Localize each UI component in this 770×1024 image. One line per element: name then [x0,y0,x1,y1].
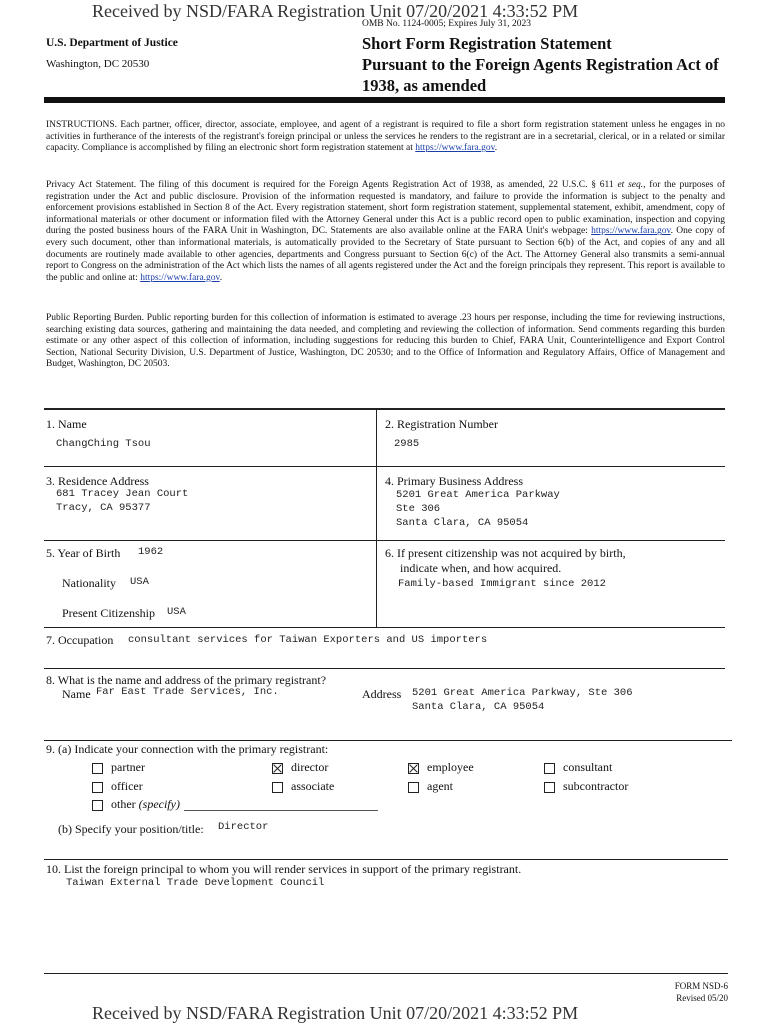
present-citizenship-value[interactable]: USA [167,606,186,618]
instructions-end: . [494,143,498,154]
subcontractor-checkbox[interactable] [544,782,555,793]
year-of-birth-value[interactable]: 1962 [138,546,164,558]
officer-label: officer [111,779,143,793]
connection-question: 9. (a) Indicate your connection with the primary registrant: [46,742,329,756]
registration-number-label: 2. Registration Number [385,417,498,431]
option-agent[interactable] [408,779,453,794]
citizenship-acquired-value[interactable]: Family-based Immigrant since 2012 [398,578,606,590]
title-line-1: Short Form Registration Statement [362,34,612,53]
residence-line-2: Tracy, CA 95377 [56,502,151,514]
form-number: FORM NSD-6 [674,981,728,991]
form-revised: Revised 05/20 [676,993,728,1003]
option-officer[interactable] [92,779,143,794]
employee-label: employee [427,760,474,774]
nationality-value[interactable]: USA [130,576,149,588]
privacy-text-2: , for the purposes of registration under the Act and public disclosure. Provision of the information requested is mandatory, and failure to provide the information is subject to the penalty and enforcement provisions established in Section 8 of the Act. Every registration statement, short form registration statement, supplemental statement, exhibit, amendment, copy of informational materials or other document or information filed with the Attorney General under this Act is a public record open to public examination, inspection and copying during the posted business hours of the FARA Unit in Washington, DC. Statements are also available online at the FARA Unit's webpage: [46,180,725,237]
present-citizenship-label: Present Citizenship [62,606,155,620]
citizenship-question-line-1: 6. If present citizenship was not acquired by birth, [385,546,626,560]
residence-address-label: 3. Residence Address [46,474,149,488]
other-label: other [111,797,139,811]
row-rule-5 [44,740,732,741]
foreign-principal-value[interactable]: Taiwan External Trade Development Council [66,877,325,889]
row-rule-2 [44,540,725,541]
row-rule-4 [44,668,725,669]
agent-checkbox[interactable] [408,782,419,793]
occupation-value[interactable]: consultant services for Taiwan Exporters and US importers [128,634,488,646]
business-address-value[interactable] [396,488,560,530]
associate-checkbox[interactable] [272,782,283,793]
registrant-address-label: Address [362,687,402,701]
agent-label: agent [427,779,453,793]
consultant-label: consultant [563,760,613,774]
registrant-name-label: Name [62,687,91,701]
received-stamp-top: Received by NSD/FARA Registration Unit 07/20/2021 4:33:52 PM [92,1,579,21]
partner-checkbox[interactable] [92,763,103,774]
position-title-label: (b) Specify your position/title: [58,822,204,836]
title-line-3: 1938, as amended [362,76,487,95]
name-label: 1. Name [46,417,87,431]
residence-address-value[interactable] [56,487,188,515]
omb-number: OMB No. 1124-0005; Expires July 31, 2023 [362,19,532,29]
burden-paragraph: Public Reporting Burden. Public reporting burden for this collection of information is estimated to average .23 hours per response, including the time for reviewing instructions, searching existing data sources, gathering and maintaining the data needed, and completing and reviewing the collection of information. Send comments regarding this burden estimate or any other aspect of this collection of information, including suggestions for reducing this burden to Chief, FARA Unit, Counterintelligence and Export Control Section, National Security Division, U.S. Department of Justice, Washington, DC 20530; and to the Office of Information and Regulatory Affairs, Office of Management and Budget, Washington, DC 20503. [46,313,725,370]
title-line-2: Pursuant to the Foreign Agents Registration Act of [362,55,719,74]
privacy-paragraph [46,180,725,284]
other-specify-line[interactable] [184,810,378,811]
option-subcontractor[interactable] [544,779,628,794]
fara-link-instructions[interactable]: https://www.fara.gov [415,143,495,154]
name-value[interactable]: ChangChing Tsou [56,438,151,450]
option-partner[interactable] [92,760,145,775]
fara-link-privacy-1[interactable]: https://www.fara.gov [591,226,671,237]
form-top-rule [44,408,725,410]
instructions-text: INSTRUCTIONS. Each partner, officer, director, associate, employee, and agent of a registrant is required to file a short form registration statement unless he engages in no activities in furtherance of the interests of the registrant's foreign principal or unless the services he renders to the registrant are in a secretarial, clerical, or in a related or similar capacity. Compliance is accomplished by filing an electronic short form registration statement at [46,120,725,154]
business-line-3: Santa Clara, CA 95054 [396,517,529,529]
director-checkbox[interactable] [272,763,283,774]
page-title [362,33,719,96]
position-title-value[interactable]: Director [218,821,269,833]
row-rule-1 [44,466,725,467]
nationality-label: Nationality [62,576,116,590]
registrant-address-line-1: 5201 Great America Parkway, Ste 306 [412,687,633,699]
privacy-end: . [219,272,223,283]
registrant-address-line-2: Santa Clara, CA 95054 [412,701,545,713]
privacy-text-3: . One copy of every such document, other than informational materials, is automatically provided to the Secretary of State pursuant to Section 6(b) of the Act, and copies of any and all documents are routinely made available to other agencies, departments and Congress pursuant to Section 6(c) of the Act. The Attorney General also transmits a semi-annual report to Congress on the administration of the Act which lists the names of all agents registered under the Act and the foreign principals they represent. This report is available to the public and online at: [46,226,725,283]
option-associate[interactable] [272,779,334,794]
form-footer [670,980,728,1004]
registrant-address-value[interactable] [412,686,633,714]
other-specify-label: (specify) [138,797,180,811]
year-of-birth-label: 5. Year of Birth [46,546,121,560]
citizenship-question-line-2: indicate when, and how acquired. [400,561,562,575]
department-name: U.S. Department of Justice [46,37,178,49]
received-stamp-bottom: Received by NSD/FARA Registration Unit 07/20/2021 4:33:52 PM [92,1003,579,1023]
registration-number-value[interactable]: 2985 [394,438,420,450]
business-address-label: 4. Primary Business Address [385,474,523,488]
partner-label: partner [111,760,145,774]
fara-link-privacy-2[interactable]: https://www.fara.gov [140,272,220,283]
row-rule-6 [44,859,728,860]
department-city: Washington, DC 20530 [46,58,150,70]
subcontractor-label: subcontractor [563,779,629,793]
director-label: director [291,760,329,774]
officer-checkbox[interactable] [92,782,103,793]
option-other[interactable] [92,797,180,812]
row-rule-3 [44,627,725,628]
business-line-2: Ste 306 [396,503,441,515]
form-column-divider [376,408,377,627]
associate-label: associate [291,779,335,793]
occupation-label: 7. Occupation [46,633,114,647]
residence-line-1: 681 Tracey Jean Court [56,488,189,500]
instructions-paragraph [46,120,725,155]
form-bottom-rule [44,973,728,974]
option-employee[interactable] [408,760,474,775]
option-consultant[interactable] [544,760,612,775]
privacy-text-1: Privacy Act Statement. The filing of this document is required for the Foreign Agents Registration Act of 1938, as amended, 22 U.S.C. § 611 [46,180,618,190]
other-checkbox[interactable] [92,800,103,811]
header-rule [44,97,725,103]
registrant-name-value[interactable]: Far East Trade Services, Inc. [96,686,279,698]
consultant-checkbox[interactable] [544,763,555,774]
primary-registrant-question: 8. What is the name and address of the primary registrant? [46,673,327,687]
foreign-principal-question: 10. List the foreign principal to whom you will render services in support of the primary registrant. [46,862,522,876]
option-director[interactable] [272,760,328,775]
business-line-1: 5201 Great America Parkway [396,489,560,501]
employee-checkbox[interactable] [408,763,419,774]
privacy-etseq: et seq. [617,180,644,190]
